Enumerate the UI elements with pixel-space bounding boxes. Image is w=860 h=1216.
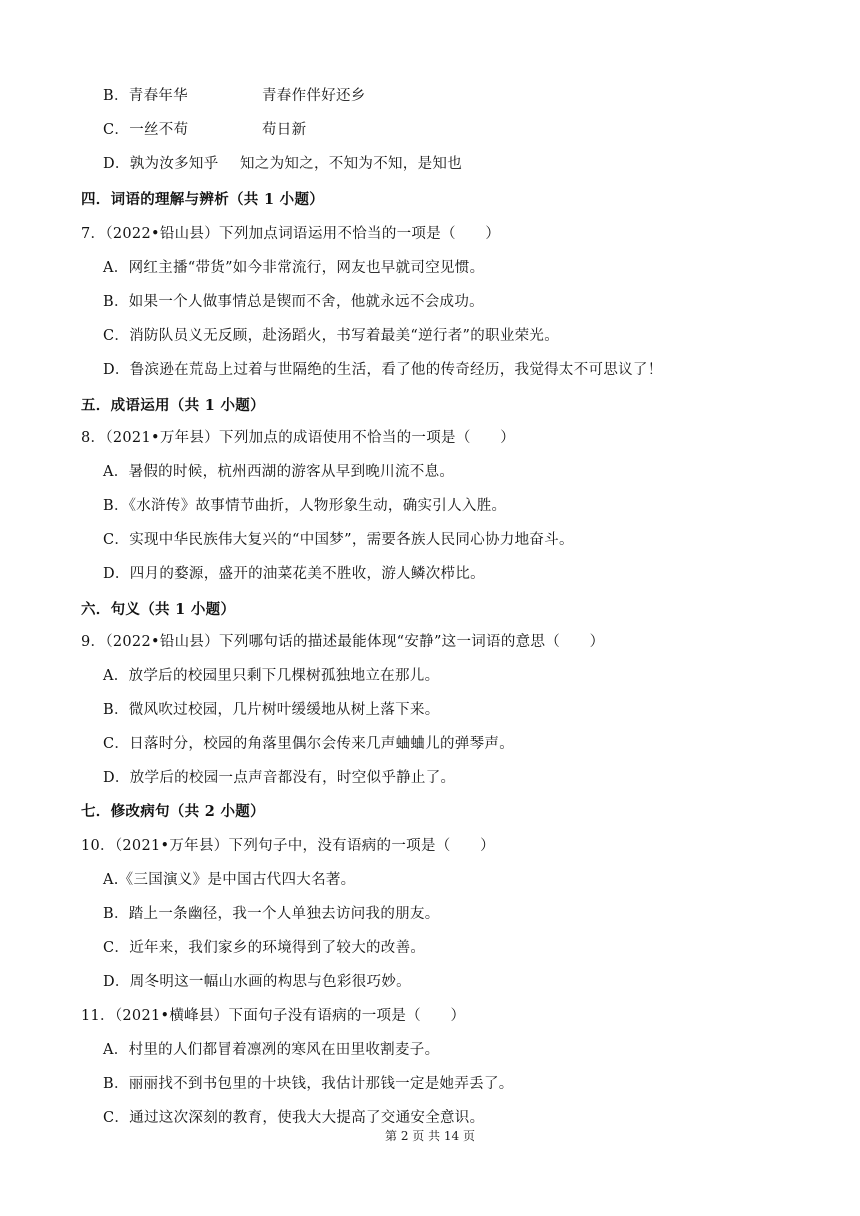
question-7-option-a: A．网红主播“带货”如今非常流行，网友也早就司空见惯。 bbox=[103, 260, 485, 276]
q6-option-d-compare: 知之为知之，不知为不知，是知也 bbox=[240, 156, 462, 172]
q6-option-b-compare: 青春作伴好还乡 bbox=[262, 88, 366, 104]
question-8-option-c: C．实现中华民族伟大复兴的“中国梦”，需要各族人民同心协力地奋斗。 bbox=[103, 532, 574, 548]
question-10-option-b: B．踏上一条幽径，我一个人单独去访问我的朋友。 bbox=[103, 906, 440, 922]
q6-option-c: C．一丝不苟 bbox=[103, 122, 189, 138]
question-11-option-c: C．通过这次深刻的教育，使我大大提高了交通安全意识。 bbox=[103, 1110, 485, 1126]
question-11-option-a: A．村里的人们都冒着凛冽的寒风在田里收割麦子。 bbox=[103, 1042, 440, 1058]
question-7-option-c: C．消防队员义无反顾，赴汤蹈火，书写着最美“逆行者”的职业荣光。 bbox=[103, 328, 560, 344]
section-heading-6: 六．句义（共 1 小题） bbox=[81, 601, 236, 618]
question-8-stem: 8．（2021•万年县）下列加点的成语使用不恰当的一项是（ ） bbox=[81, 430, 516, 446]
section-heading-7: 七．修改病句（共 2 小题） bbox=[81, 803, 265, 820]
question-7-stem: 7．（2022•铅山县）下列加点词语运用不恰当的一项是（ ） bbox=[81, 226, 501, 242]
question-11-stem: 11．（2021•横峰县）下面句子没有语病的一项是（ ） bbox=[81, 1008, 466, 1024]
section-heading-5: 五．成语运用（共 1 小题） bbox=[81, 397, 265, 414]
question-8-option-d: D．四月的婺源，盛开的油菜花美不胜收，游人鳞次栉比。 bbox=[103, 566, 485, 582]
page-footer: 第 2 页 共 14 页 bbox=[385, 1129, 475, 1143]
question-10-option-d: D．周冬明这一幅山水画的构思与色彩很巧妙。 bbox=[103, 974, 411, 990]
question-9-option-c: C．日落时分，校园的角落里偶尔会传来几声蛐蛐儿的弹琴声。 bbox=[103, 736, 514, 752]
question-11-option-b: B．丽丽找不到书包里的十块钱，我估计那钱一定是她弄丢了。 bbox=[103, 1076, 514, 1092]
q6-option-b: B．青春年华 bbox=[103, 88, 188, 104]
question-7-option-d: D．鲁滨逊在荒岛上过着与世隔绝的生活，看了他的传奇经历，我觉得太不可思议了！ bbox=[103, 362, 663, 378]
question-9-stem: 9．（2022•铅山县）下列哪句话的描述最能体现“安静”这一词语的意思（ ） bbox=[81, 634, 605, 650]
q6-option-d: D．孰为汝多知乎 bbox=[103, 156, 219, 172]
question-10-option-a: A.《三国演义》是中国古代四大名著。 bbox=[103, 872, 356, 888]
question-9-option-b: B．微风吹过校园，几片树叶缓缓地从树上落下来。 bbox=[103, 702, 440, 718]
question-10-stem: 10．（2021•万年县）下列句子中，没有语病的一项是（ ） bbox=[81, 838, 495, 854]
question-9-option-a: A．放学后的校园里只剩下几棵树孤独地立在那儿。 bbox=[103, 668, 440, 684]
question-9-option-d: D．放学后的校园一点声音都没有，时空似乎静止了。 bbox=[103, 770, 456, 786]
question-10-option-c: C．近年来，我们家乡的环境得到了较大的改善。 bbox=[103, 940, 426, 956]
q6-option-c-compare: 苟日新 bbox=[262, 122, 307, 138]
section-heading-4: 四．词语的理解与辨析（共 1 小题） bbox=[81, 191, 325, 208]
question-7-option-b: B．如果一个人做事情总是锲而不舍，他就永远不会成功。 bbox=[103, 294, 484, 310]
question-8-option-a: A．暑假的时候，杭州西湖的游客从早到晚川流不息。 bbox=[103, 464, 455, 480]
question-8-option-b: B．《水浒传》故事情节曲折，人物形象生动，确实引人入胜。 bbox=[103, 498, 507, 514]
